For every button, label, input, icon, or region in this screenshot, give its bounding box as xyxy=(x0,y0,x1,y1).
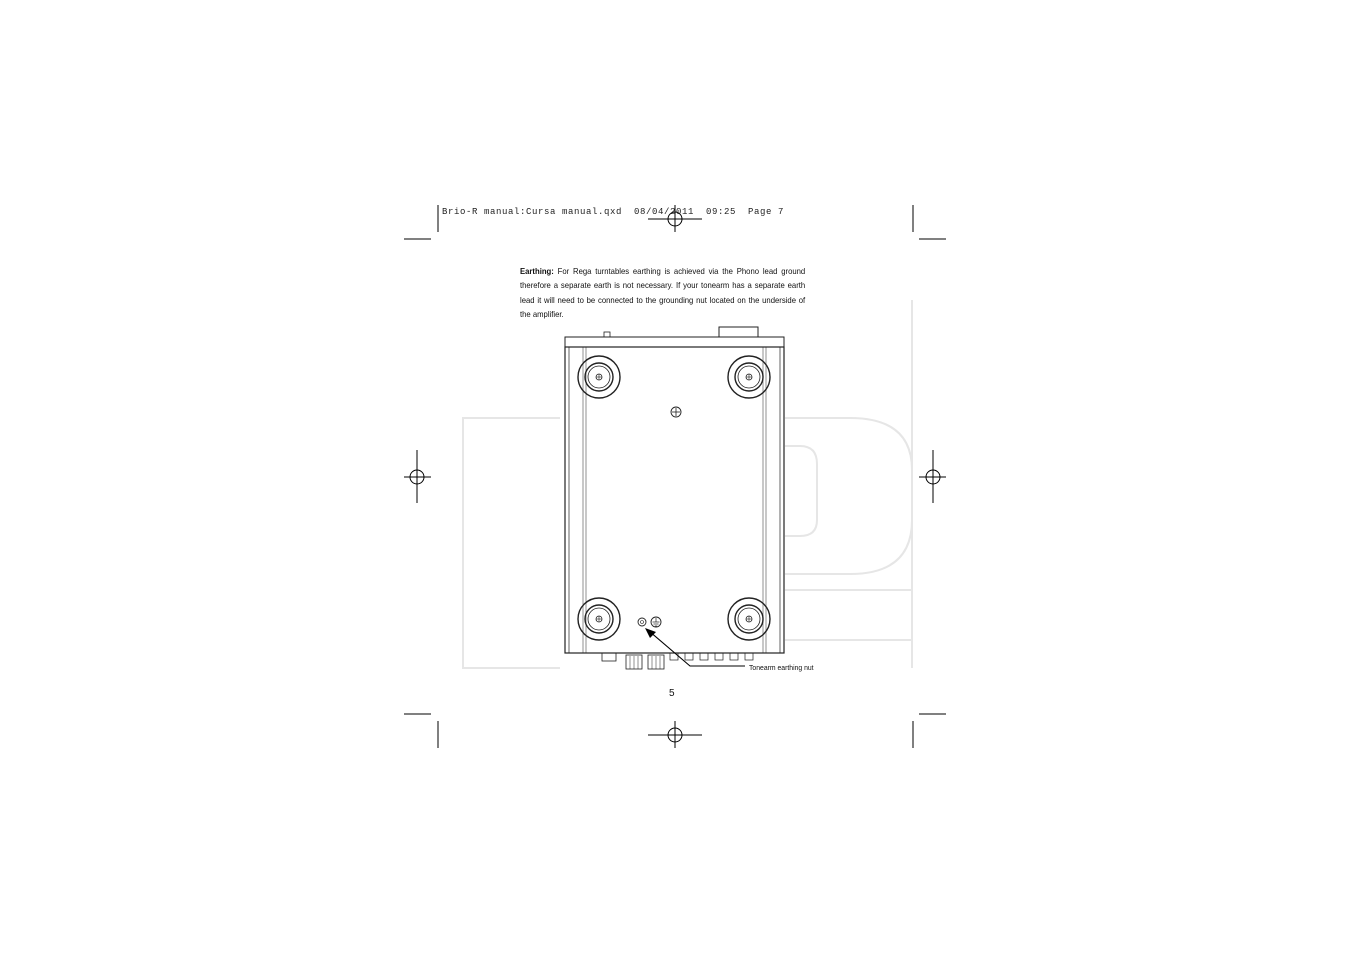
registration-mark-bottom xyxy=(648,721,702,748)
figure-caption: Tonearm earthing nut xyxy=(749,663,814,672)
print-slug: Brio-R manual:Cursa manual.qxd 08/04/2011 09:25 Page 7 xyxy=(442,207,785,217)
watermark-logo xyxy=(463,300,912,668)
registration-mark-right xyxy=(919,450,946,503)
foot-icon xyxy=(578,356,620,398)
earth-nut-icon xyxy=(638,617,661,627)
amplifier-underside-drawing xyxy=(565,327,784,669)
foot-icon xyxy=(728,598,770,640)
foot-icon xyxy=(578,598,620,640)
foot-icon xyxy=(728,356,770,398)
earthing-paragraph xyxy=(520,264,805,321)
earthing-text: For Rega turntables earthing is achieved via the Phono lead ground therefore a separate earth is not necessary. If your tonearm has a separate earth lead it will need to be connected to the grounding nut located on the underside of the amplifier. xyxy=(520,266,806,319)
earthing-lead-label: Earthing: xyxy=(520,266,554,276)
page-number: 5 xyxy=(669,688,675,699)
registration-mark-left xyxy=(404,450,431,503)
screw-icon xyxy=(671,407,681,417)
